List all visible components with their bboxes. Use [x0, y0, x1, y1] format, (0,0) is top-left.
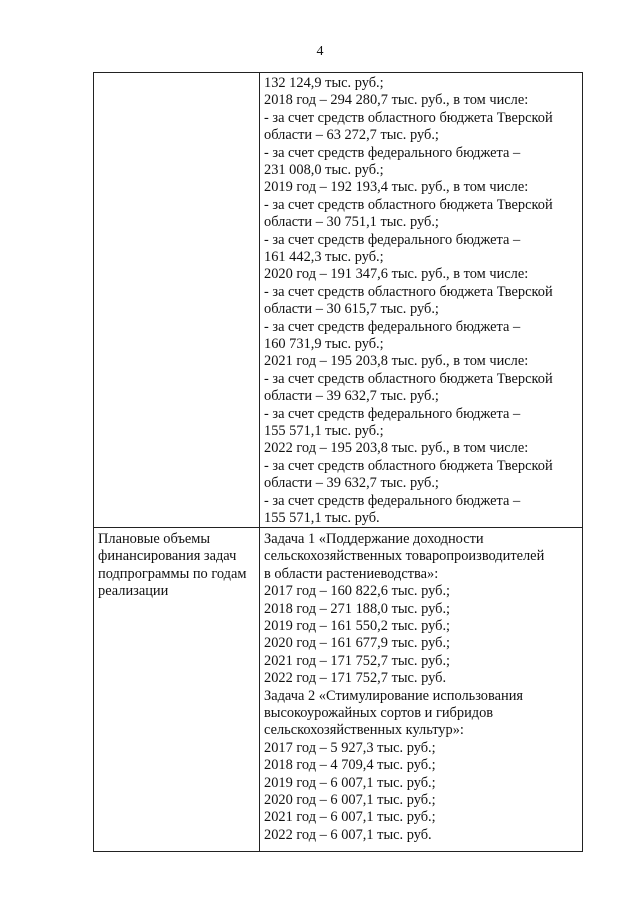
row-2-content-line: 2019 год – 6 007,1 тыс. руб.; [264, 774, 436, 791]
row-2-content-line: в области растениеводства»: [264, 565, 439, 582]
row-1-content-line: области – 39 632,7 тыс. руб.; [264, 475, 439, 492]
row-2-label-line: финансирования задач [98, 548, 237, 565]
row-2-label-line: подпрограммы по годам [98, 565, 247, 582]
page-number: 4 [316, 44, 324, 59]
document-table [93, 72, 583, 852]
row-1-content-line: 231 008,0 тыс. руб.; [264, 162, 384, 178]
row-2-content-line: 2017 год – 5 927,3 тыс. руб.; [264, 739, 436, 756]
row-1-content-line: 2021 год – 195 203,8 тыс. руб., в том числе: [264, 353, 529, 370]
row-1-content-line: - за счет средств областного бюджета Тверской [264, 109, 553, 126]
row-1-content-line: 155 571,1 тыс. руб.; [264, 423, 384, 439]
row-1-content-line: - за счет средств областного бюджета Тверской [264, 283, 553, 300]
row-1-content-line: - за счет средств областного бюджета Тверской [264, 196, 553, 213]
row-1-content-line: - за счет средств федерального бюджета – [264, 318, 521, 335]
row-2-content-line: 2020 год – 6 007,1 тыс. руб.; [264, 792, 436, 808]
row-1-content-line: - за счет средств федерального бюджета – [264, 492, 521, 509]
row-1-content-line: 2018 год – 294 280,7 тыс. руб., в том числе: [264, 92, 529, 109]
row-1-content-line: области – 63 272,7 тыс. руб.; [264, 127, 439, 144]
row-1-content-line: - за счет средств федерального бюджета – [264, 231, 521, 248]
row-1-content-line: 161 442,3 тыс. руб.; [264, 249, 384, 265]
row-2-label-line: реализации [98, 583, 169, 600]
row-1-content-line: - за счет средств областного бюджета Тверской [264, 457, 553, 474]
row-1-content-line: 132 124,9 тыс. руб.; [264, 75, 384, 91]
row-1-content-line: 2020 год – 191 347,6 тыс. руб., в том числе: [264, 266, 529, 283]
row-2-content-line: 2019 год – 161 550,2 тыс. руб.; [264, 618, 451, 634]
row-2-content-line: 2018 год – 4 709,4 тыс. руб.; [264, 757, 436, 774]
row-1-content-line: - за счет средств федерального бюджета – [264, 405, 521, 422]
row-2-content-line: 2017 год – 160 822,6 тыс. руб.; [264, 583, 451, 600]
row-2-content-line: сельскохозяйственных культур»: [264, 722, 464, 739]
row-2-content-line: 2020 год – 161 677,9 тыс. руб.; [264, 635, 451, 652]
row-1-content-line: области – 30 751,1 тыс. руб.; [264, 214, 439, 231]
row-2-label-line: Плановые объемы [98, 531, 211, 547]
row-2-label-cell [94, 528, 259, 851]
row-1-content-line: 155 571,1 тыс. руб. [264, 510, 380, 526]
row-2-content-line: Задача 1 «Поддержание доходности [264, 531, 484, 547]
row-2-content-line: высокоурожайных сортов и гибридов [264, 705, 494, 721]
row-1-content-line: 2019 год – 192 193,4 тыс. руб., в том числе: [264, 179, 529, 196]
row-1-content-cell [260, 73, 582, 527]
row-1-content-line: 160 731,9 тыс. руб.; [264, 336, 384, 352]
row-2-content-cell [260, 528, 582, 851]
row-1-label-cell [94, 73, 259, 527]
row-2-content-line: сельскохозяйственных товаропроизводителей [264, 548, 545, 565]
row-2-content-line: 2022 год – 171 752,7 тыс. руб. [264, 670, 447, 687]
row-2-content-line: Задача 2 «Стимулирование использования [264, 687, 524, 704]
row-1-content-line: 2022 год – 195 203,8 тыс. руб., в том числе: [264, 440, 529, 457]
row-1-content-line: области – 30 615,7 тыс. руб.; [264, 301, 439, 318]
row-2-content-line: 2022 год – 6 007,1 тыс. руб. [264, 826, 432, 843]
row-1-content-line: - за счет средств областного бюджета Тверской [264, 370, 553, 387]
row-1-content-line: - за счет средств федерального бюджета – [264, 144, 521, 161]
row-2-content-line: 2018 год – 271 188,0 тыс. руб.; [264, 600, 451, 617]
row-1-content-line: области – 39 632,7 тыс. руб.; [264, 388, 439, 405]
row-2-content-line: 2021 год – 6 007,1 тыс. руб.; [264, 809, 436, 826]
row-2-content-line: 2021 год – 171 752,7 тыс. руб.; [264, 652, 451, 669]
